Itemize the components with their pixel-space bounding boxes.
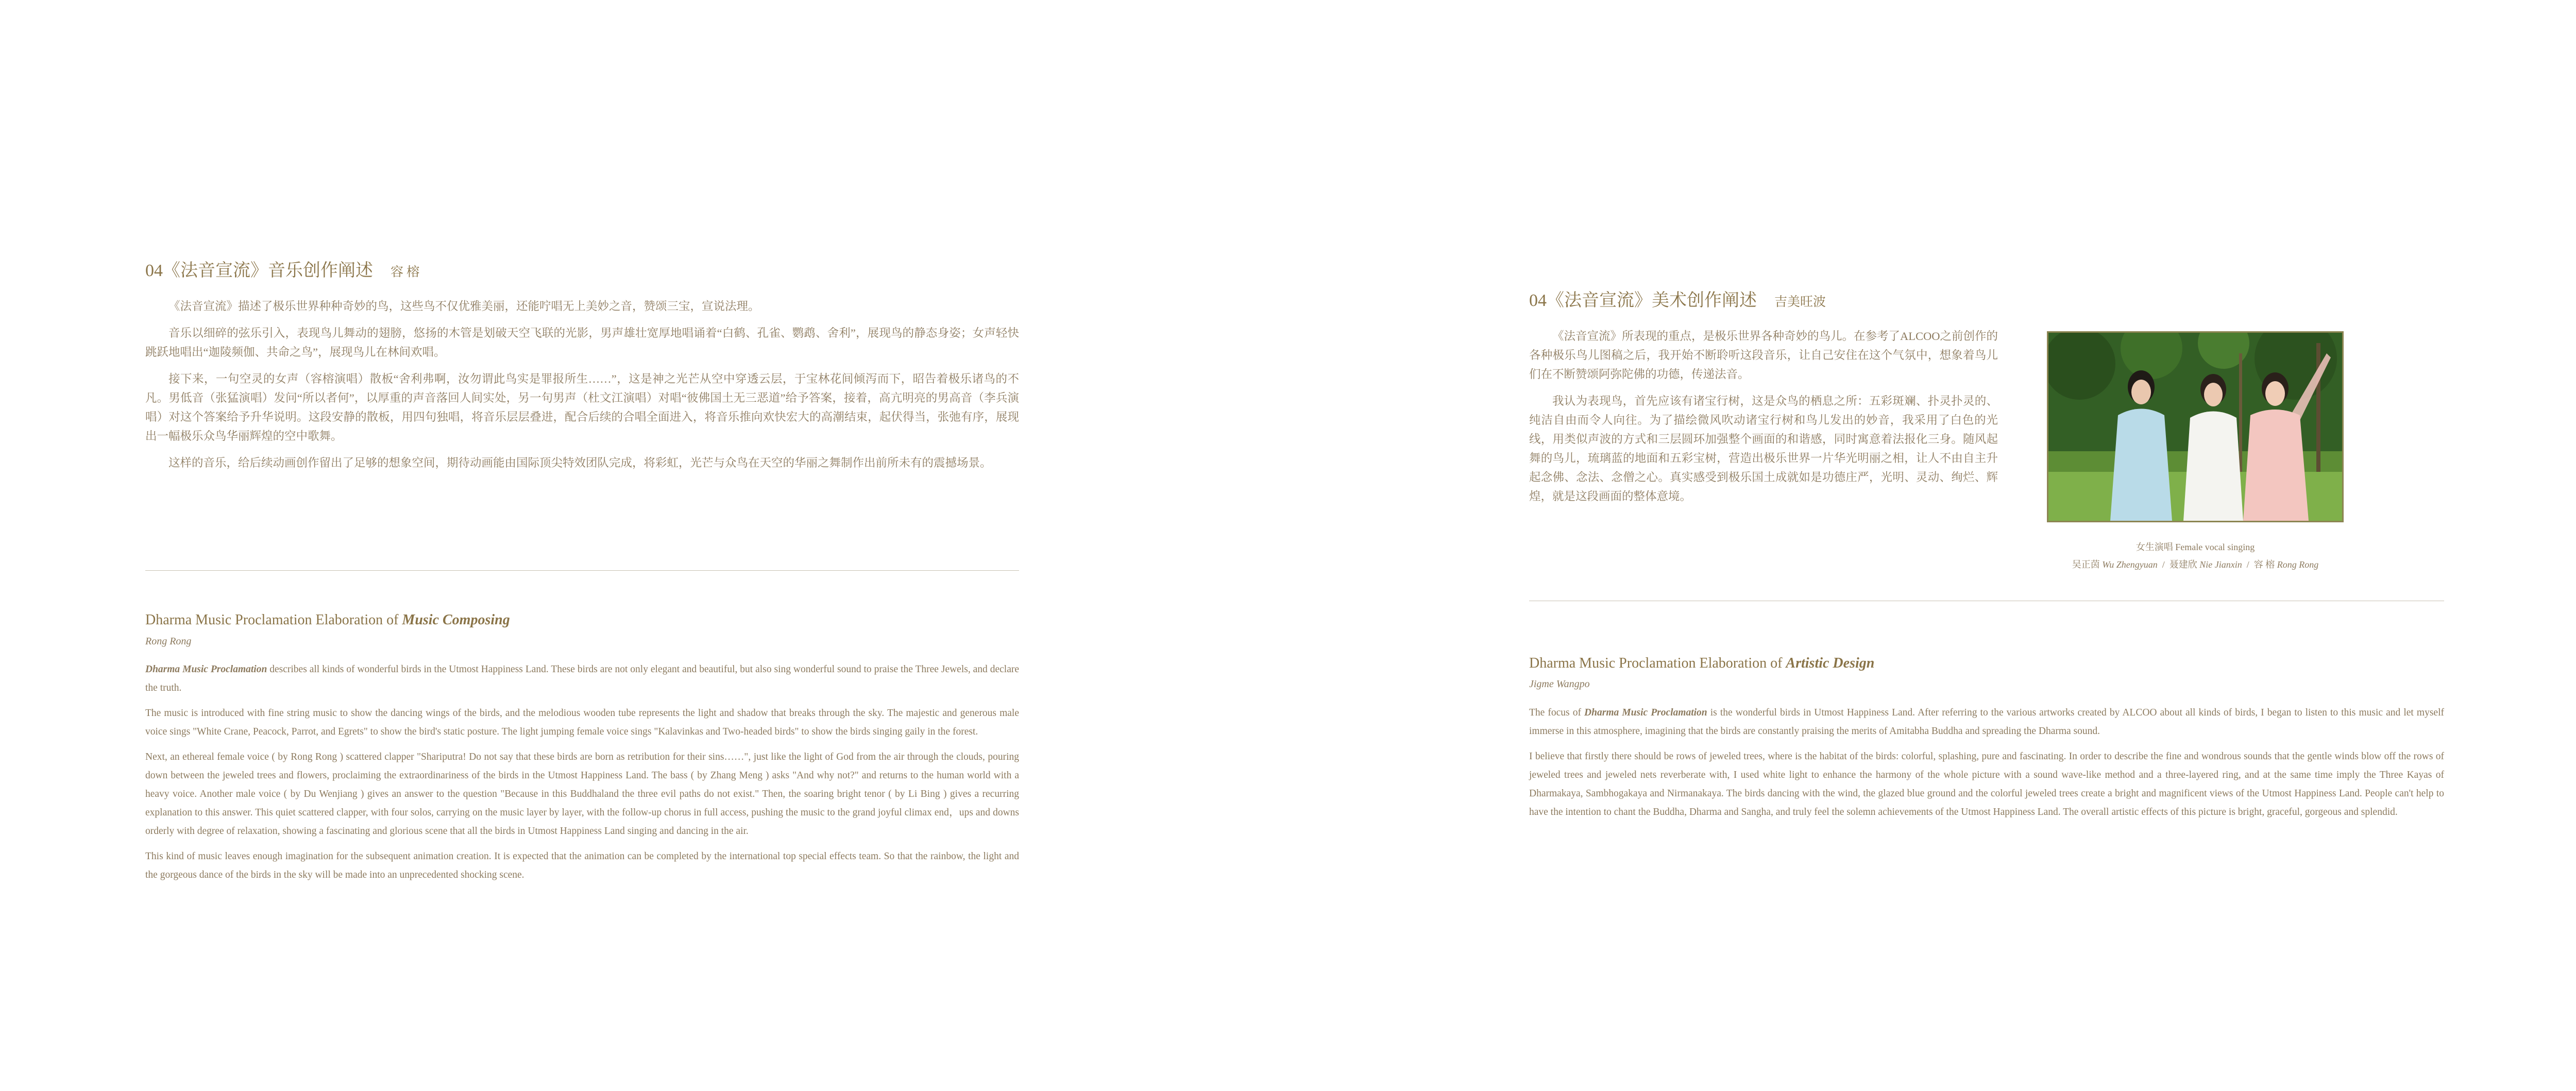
left-en-paragraph-4: This kind of music leaves enough imagination for the subsequent animation creation. It is expected that the animation can be completed by the international top special effects team. So that the rainbow, the light and the gorgeous dance of the birds in the sky will be made into an unprecedented shocking scene. bbox=[145, 851, 1019, 880]
right-page bbox=[1291, 0, 2576, 1091]
left-heading-en bbox=[145, 612, 510, 628]
left-en-paragraph-1-text: describes all kinds of wonderful birds in the Utmost Happiness Land. These birds are not only elegant and beautiful, but also sing wonderful sound to praise the Three Jewels, and declare the truth. bbox=[145, 664, 1020, 693]
singer-2-cn: 聂建欣 bbox=[2169, 559, 2197, 570]
left-body-en bbox=[145, 660, 1019, 891]
left-heading-cn-title: 04《法音宣流》音乐创作阐述 bbox=[145, 261, 373, 280]
singer-1-cn: 吴正茵 bbox=[2072, 559, 2100, 570]
right-body-en bbox=[1529, 704, 2444, 828]
left-author-cn: 容 榕 bbox=[391, 265, 420, 279]
singer-2-en: Nie Jianxin bbox=[2199, 559, 2242, 570]
singers-photo bbox=[2047, 331, 2344, 522]
right-en-work-title: Dharma Music Proclamation bbox=[1584, 707, 1707, 718]
right-heading-cn bbox=[1529, 286, 1826, 311]
left-en-paragraph-2: The music is introduced with fine string music to show the dancing wings of the birds, and the melodious wooden tube represents the light and shadow that breaks through the sky. The majestic and generous male voice sings "White Crane, Peacock, Parrot, and Egrets" to show the bird's static posture. The light jumping female voice sings "Kalavinkas and Two-headed birds" to show the birds singing gaily in the forest. bbox=[145, 708, 1019, 737]
right-en-paragraph-1 bbox=[1529, 704, 2444, 741]
photo-caption-line-2 bbox=[2047, 557, 2344, 571]
right-body-cn bbox=[1529, 327, 1998, 514]
left-heading-en-emph: Music Composing bbox=[402, 612, 510, 628]
left-divider bbox=[145, 570, 1019, 571]
photo-caption-line-1 bbox=[2047, 540, 2344, 553]
left-en-work-title: Dharma Music Proclamation bbox=[145, 664, 267, 675]
left-body-cn bbox=[145, 297, 1019, 480]
right-author-cn: 吉美旺波 bbox=[1774, 295, 1826, 309]
right-en-paragraph-1-text: is the wonderful birds in Utmost Happiness Land. After referring to the various artworks created by ALCOO about all kinds of birds, I began to listen to this music and let myself immerse in this atmosphere, imagining that the birds are constantly praising the merits of Amitabha Buddha and spreading the Dharma sound. bbox=[1529, 707, 2444, 737]
right-cn-paragraph-1: 《法音宣流》所表现的重点，是极乐世界各种奇妙的鸟儿。在参考了ALCOO之前创作的各种极乐鸟儿图稿之后，我开始不断聆听这段音乐，让自己安住在这个气氛中，想象着鸟儿们在不断赞颂阿弥陀佛的功德，传递法音。 bbox=[1529, 330, 1998, 381]
left-author-en: Rong Rong bbox=[145, 636, 192, 647]
singer-1-en: Wu Zhengyuan bbox=[2102, 559, 2158, 570]
left-en-paragraph-3: Next, an ethereal female voice ( by Rong Rong ) scattered clapper "Shariputra! Do not say that these birds are born as retribution for their sins……", just like the light of God from the air through the clouds, pouring down between the jeweled trees and flowers, proclaiming the extraordinariness of the birds in the Utmost Happiness Land. The bass ( by Zhang Meng ) asks "And why not?" and returns to the human world with a heavy voice. Another male voice ( by Du Wenjiang ) gives an answer to the question "Because in this Buddhaland the three evil paths do not exist." Then, the soaring bright tenor ( by Li Bing ) gives a recurring explanation to this answer. This quiet scattered clapper, with four solos, carrying on the music layer by layer, with the follow-up chorus in full access, pushing the music to the grand joyful climax end，ups and downs orderly with degree of relaxation, showing a fascinating and glorious scene that all the birds in Utmost Happiness Land singing and dancing in the air. bbox=[145, 752, 1019, 837]
left-cn-paragraph-2: 音乐以细碎的弦乐引入，表现鸟儿舞动的翅膀，悠扬的木管是划破天空飞联的光影，男声雄壮宽厚地唱诵着“白鹤、孔雀、鹦鹉、舍利”，展现鸟的静态身姿；女声轻快跳跃地唱出“迦陵频伽、共命之鸟”，展现鸟儿在林间欢唱。 bbox=[145, 327, 1019, 359]
right-en-paragraph-2: I believe that firstly there should be rows of jeweled trees, where is the habitat of the birds: colorful, splashing, pure and fascinating. In order to describe the fine and wondrous sounds that the gentle winds blow off the rows of jeweled trees and jeweled nets reverberate with, I used white light to enhance the harmony of the whole picture with a sound wave-like method and a three-layered ring, and at the same time imply the Three Kayas of Dharmakaya, Sambhogakaya and Nirmanakaya. The birds dancing with the wind, the glazed blue ground and the colorful jeweled trees create a bright and magnificent views of the Utmost Happiness Land. People can't help to have the intention to chant the Buddha, Dharma and Sangha, and truly feel the solemn achievements of the Utmost Happiness Land. The overall artistic effects of this picture is bright, graceful, gorgeous and splendid. bbox=[1529, 751, 2444, 817]
caption-separator-1: / bbox=[2162, 559, 2165, 570]
right-heading-en-prefix: Dharma Music Proclamation Elaboration of bbox=[1529, 655, 1786, 671]
right-heading-en-emph: Artistic Design bbox=[1786, 655, 1875, 671]
right-en-paragraph-1-start: The focus of bbox=[1529, 707, 1585, 718]
right-heading-en bbox=[1529, 655, 1874, 672]
caption-en: Female vocal singing bbox=[2175, 542, 2255, 552]
left-cn-paragraph-1: 《法音宣流》描述了极乐世界种种奇妙的鸟，这些鸟不仅优雅美丽，还能咛唱无上美妙之音，赞颂三宝，宣说法理。 bbox=[168, 300, 760, 313]
singer-3-cn: 容 榕 bbox=[2253, 559, 2275, 570]
left-heading-cn bbox=[145, 256, 419, 281]
left-cn-paragraph-4: 这样的音乐，给后续动画创作留出了足够的想象空间，期待动画能由国际顶尖特效团队完成，将彩虹，光芒与众鸟在天空的华丽之舞制作出前所未有的震撼场景。 bbox=[168, 456, 992, 469]
right-cn-paragraph-2: 我认为表现鸟，首先应该有诸宝行树，这是众鸟的栖息之所：五彩斑斓、扑灵扑灵的、纯洁自由而令人向往。为了描绘微风吹动诸宝行树和鸟儿发出的妙音，我采用了白色的光线，用类似声波的方式和三层圆环加强整个画面的和谐感，同时寓意着法报化三身。随风起舞的鸟儿，琉璃蓝的地面和五彩宝树，营造出极乐世界一片华光明丽之相，让人不由自主升起念佛、念法、念僧之心。真实感受到极乐国土成就如是功德庄严，光明、灵动、绚烂、辉煌，就是这段画面的整体意境。 bbox=[1529, 395, 1998, 503]
right-heading-cn-title: 04《法音宣流》美术创作阐述 bbox=[1529, 291, 1757, 310]
caption-cn: 女生演唱 bbox=[2136, 542, 2173, 552]
singer-3-en: Rong Rong bbox=[2277, 559, 2319, 570]
right-author-en: Jigme Wangpo bbox=[1529, 678, 1590, 690]
left-en-paragraph-1 bbox=[145, 660, 1019, 697]
left-cn-paragraph-3: 接下来，一句空灵的女声（容榕演唱）散板“舍利弗啊，汝勿谓此鸟实是罪报所生……”，这是神之光芒从空中穿透云层，于宝林花间倾泻而下，昭告着极乐诸鸟的不凡。男低音（张猛演唱）发问“所以者何”，以厚重的声音落回人间实处，另一句男声（杜文江演唱）对唱“彼佛国土无三恶道”给予答案，接着，高亢明亮的男高音（李兵演唱）对这个答案给予升华说明。这段安静的散板，用四句独唱，将音乐层层叠进，配合后续的合唱全面进入，将音乐推向欢快宏大的高潮结束，起伏得当，张弛有序，展现出一幅极乐众鸟华丽辉煌的空中歌舞。 bbox=[145, 372, 1019, 442]
left-heading-en-prefix: Dharma Music Proclamation Elaboration of bbox=[145, 612, 402, 628]
caption-separator-2: / bbox=[2246, 559, 2249, 570]
